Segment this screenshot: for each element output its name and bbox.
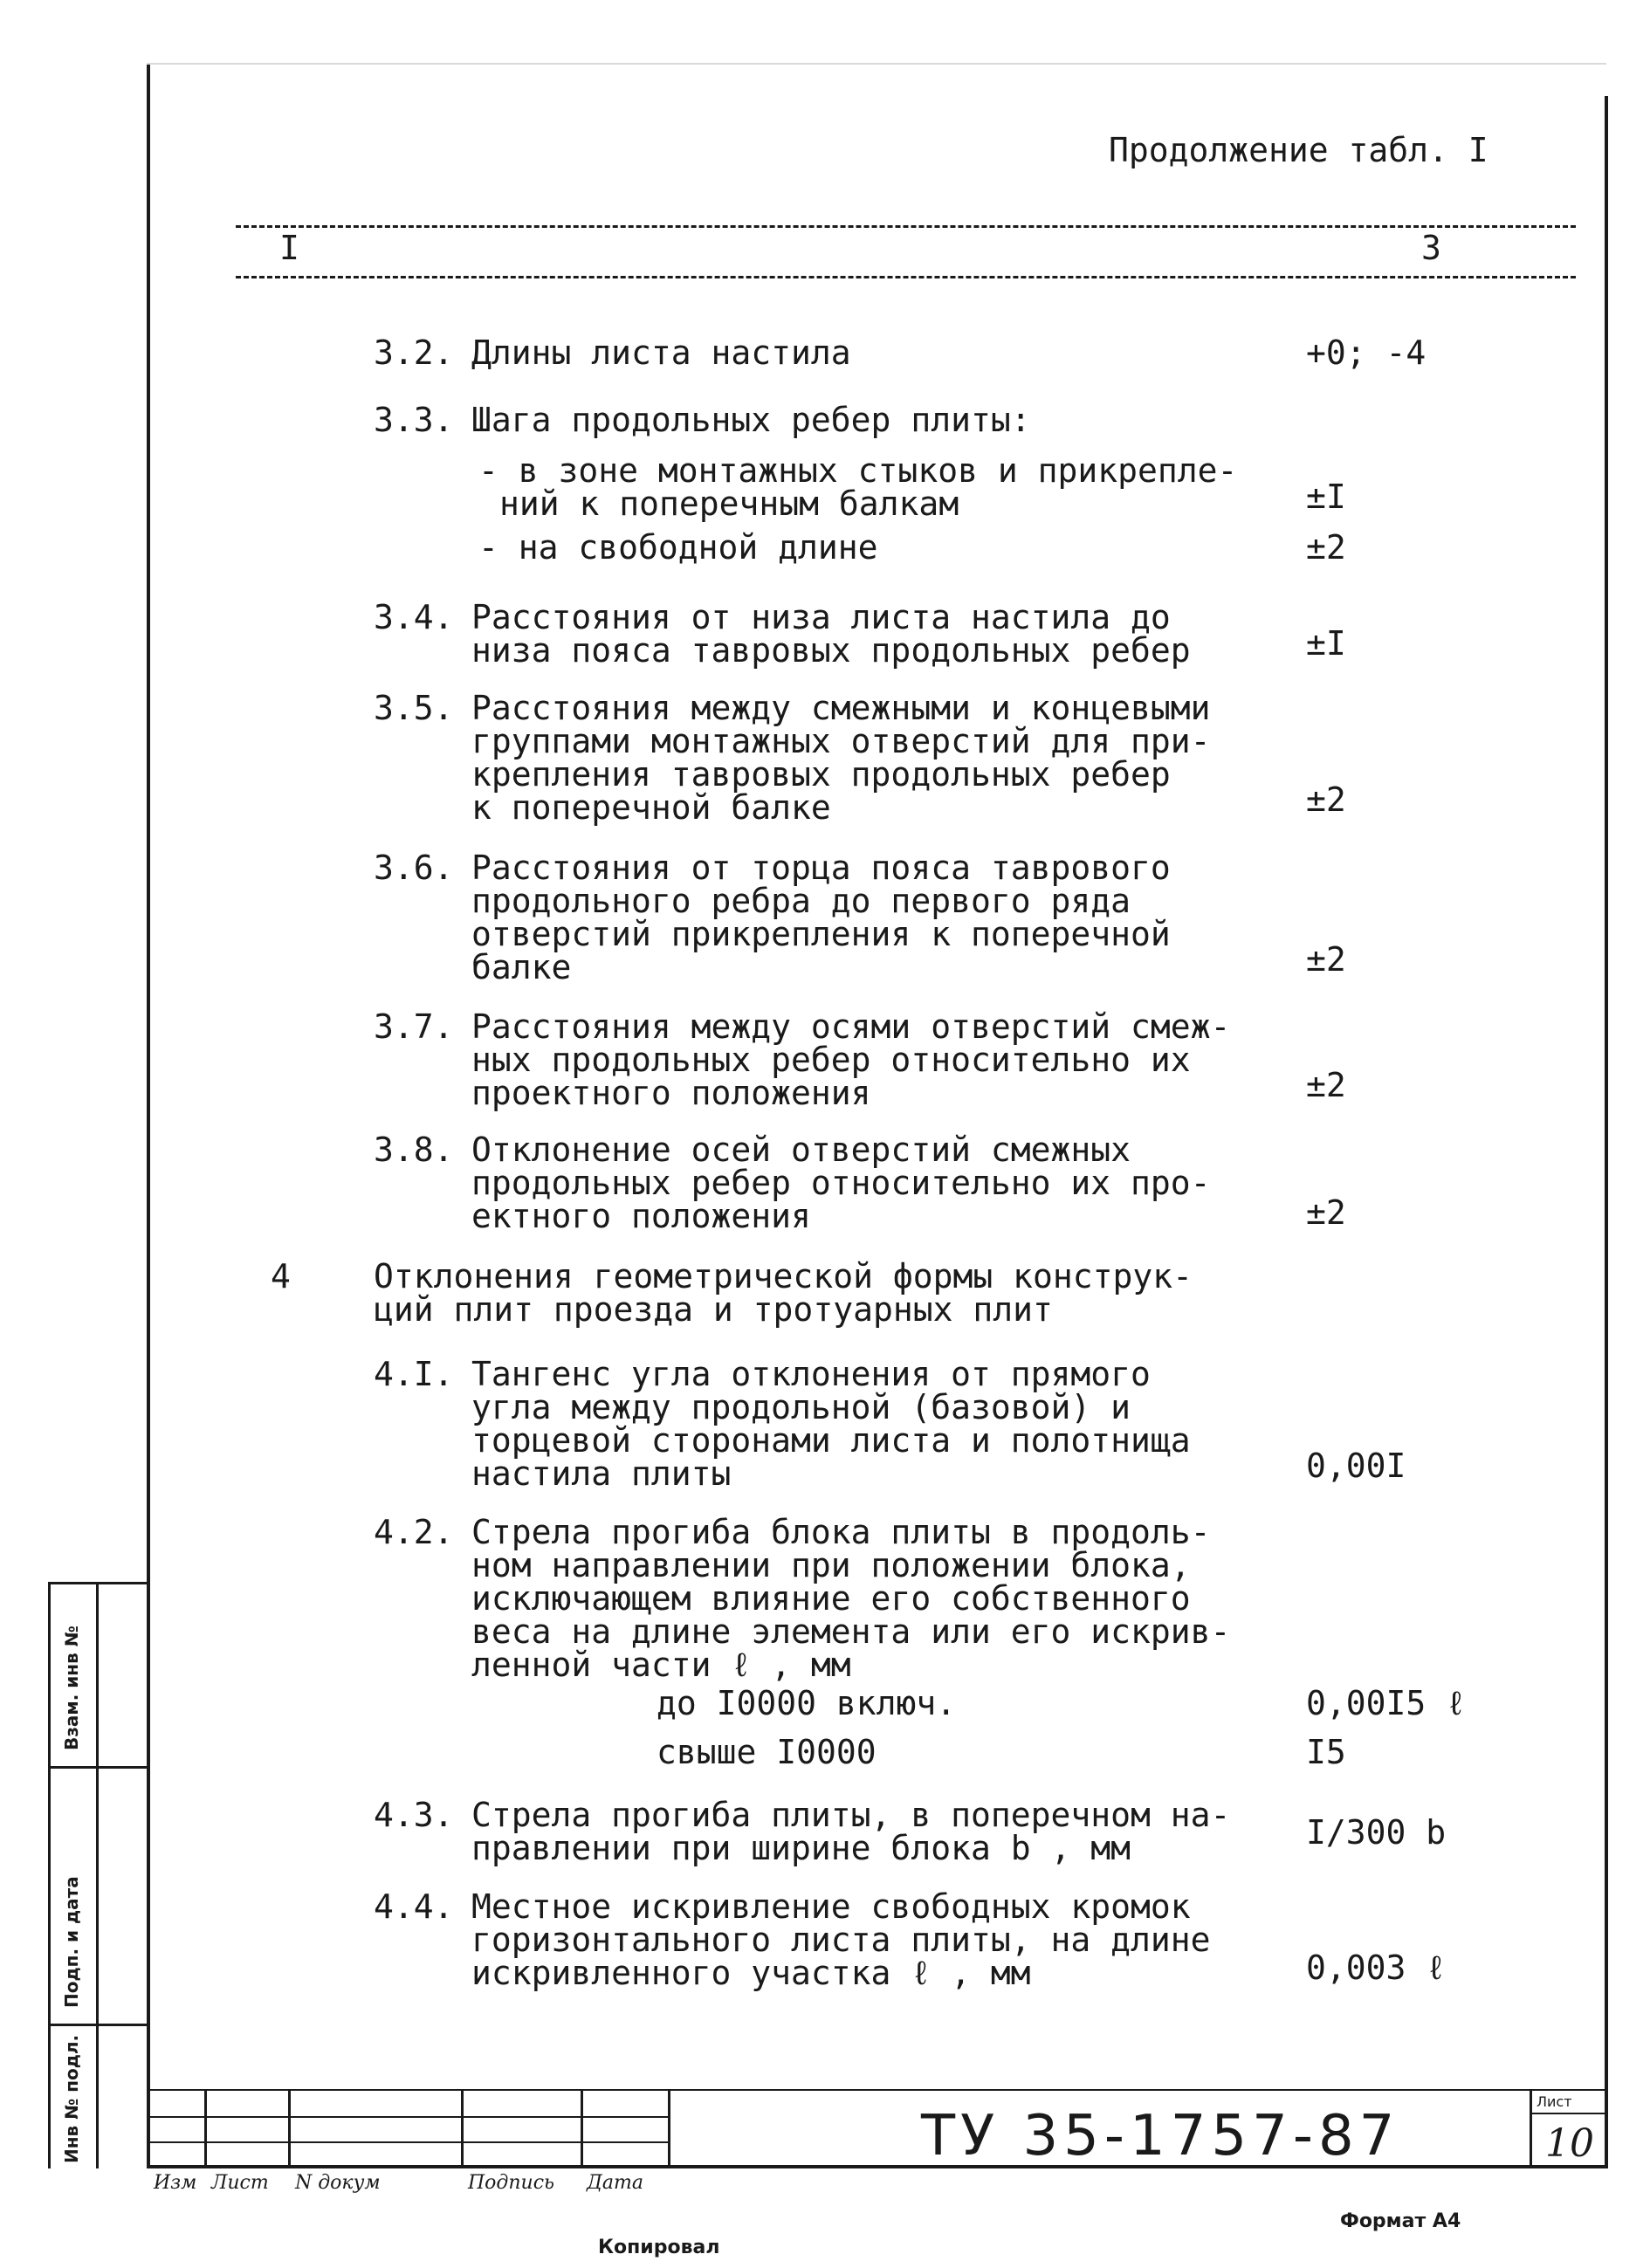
item-number: 4.4.	[374, 1887, 454, 1926]
item-text: Расстояния от низа листа настила до низа пояса тавровых продольных ребер	[471, 598, 1191, 670]
range-label: свыше I0000	[657, 1733, 877, 1771]
item-text: Расстояния между смежными и концевыми группами монтажных отверстий для при- крепления тавровых продольных ребер к поперечной балке	[471, 689, 1211, 827]
item-value: ±2	[1306, 528, 1346, 567]
stamp-caption-doc: N докум	[295, 2172, 381, 2194]
header-rule-bottom	[236, 276, 1576, 278]
side-label-signature-date: Подп. и дата	[61, 1876, 82, 2008]
range-value: 0,00I5 ℓ	[1306, 1684, 1466, 1722]
item-number: 3.5.	[374, 689, 454, 727]
item-text: Шага продольных ребер плиты:	[471, 401, 1031, 439]
item-number: 3.3.	[374, 401, 454, 439]
item-number: 3.2.	[374, 333, 454, 372]
item-value: ±2	[1306, 940, 1346, 979]
format-label: Формат А4	[1340, 2210, 1461, 2232]
item-text: - на свободной длине	[478, 528, 878, 567]
item-number: 4.2.	[374, 1513, 454, 1551]
side-strip-divider	[96, 1582, 99, 2168]
side-label-replace-inv: Взам. инв №	[61, 1625, 82, 1750]
item-number: 3.8.	[374, 1131, 454, 1169]
item-text: Отклонение осей отверстий смежных продольных ребер относительно их про- ектного положения	[471, 1131, 1211, 1235]
item-value: I/300 b	[1306, 1813, 1447, 1852]
section-number: 4	[271, 1257, 291, 1296]
item-text: Расстояния между осями отверстий смеж- ных продольных ребер относительно их проектного положения	[471, 1007, 1231, 1112]
column-number-1: I	[279, 229, 299, 267]
item-number: 4.I.	[374, 1355, 454, 1393]
item-value: ±I	[1306, 624, 1346, 663]
item-value: 0,00I	[1306, 1447, 1406, 1485]
item-number: 3.6.	[374, 849, 454, 887]
item-value: ±2	[1306, 1066, 1346, 1104]
range-label: до I0000 включ.	[657, 1684, 957, 1722]
item-text: Расстояния от торца пояса таврового продольного ребра до первого ряда отверстий прикрепления к поперечной балке	[471, 849, 1171, 986]
item-text: Стрела прогиба плиты, в поперечном на- правлении при ширине блока b , мм	[471, 1796, 1231, 1867]
item-number: 3.7.	[374, 1007, 454, 1046]
side-label-inv-number: Инв № подл.	[61, 2034, 82, 2163]
item-text: Местное искривление свободных кромок горизонтального листа плиты, на длине искривленного участка ℓ , мм	[471, 1887, 1211, 1992]
side-strip-border	[48, 1582, 51, 2168]
column-number-3: 3	[1421, 229, 1441, 267]
item-value: +0; -4	[1306, 333, 1427, 372]
item-number: 4.3.	[374, 1796, 454, 1834]
item-number: 3.4.	[374, 598, 454, 636]
header-rule-top	[236, 225, 1576, 228]
copied-by-label: Копировал	[598, 2237, 720, 2258]
frame-right-border	[1605, 96, 1608, 2168]
stamp-caption-date: Дата	[587, 2172, 643, 2194]
document-code: ТУ 35-1757-87	[921, 2104, 1400, 2168]
item-text: - в зоне монтажных стыков и прикрепле- ний к поперечным балкам	[478, 451, 1238, 523]
range-value: I5	[1306, 1733, 1346, 1771]
item-value: 0,003 ℓ	[1306, 1948, 1447, 1987]
stamp-caption-change: Изм	[154, 2172, 197, 2194]
item-value: ±2	[1306, 780, 1346, 819]
side-strip-rule	[48, 1582, 147, 1584]
item-text: Тангенс угла отклонения от прямого угла между продольной (базовой) и торцевой сторонами листа и полотнища настила плиты	[471, 1355, 1191, 1493]
table-continuation-title: Продолжение табл. I	[1109, 131, 1488, 169]
side-strip-rule	[48, 1766, 147, 1769]
item-value: ±I	[1306, 478, 1346, 516]
side-strip-rule	[48, 2024, 147, 2026]
frame-top-border	[147, 63, 1606, 65]
frame-left-border	[147, 63, 150, 2168]
sheet-number: 10	[1545, 2121, 1594, 2166]
sheet-label: Лист	[1537, 2093, 1572, 2110]
item-text: Длины листа настила	[471, 333, 851, 372]
section-text: Отклонения геометрической формы конструк- ций плит проезда и тротуарных плит	[374, 1257, 1193, 1329]
stamp-caption-signature: Подпись	[468, 2172, 555, 2194]
item-value: ±2	[1306, 1193, 1346, 1232]
item-text: Стрела прогиба блока плиты в продоль- ном направлении при положении блока, исключающем влияние его собственного веса на длине элемента или его искрив- ленной части ℓ , мм	[471, 1513, 1231, 1684]
stamp-caption-sheet: Лист	[211, 2172, 269, 2194]
